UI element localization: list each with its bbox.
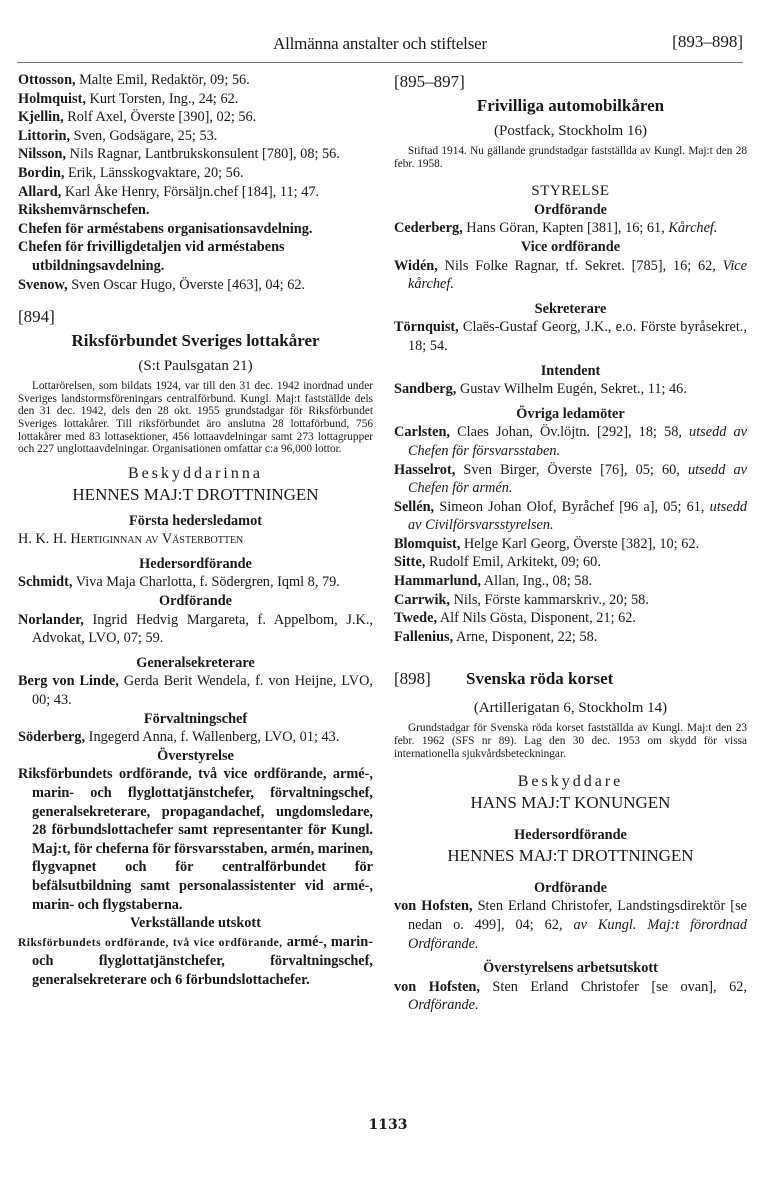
role-heading: Vice ordförande <box>520 238 621 255</box>
left-column <box>18 71 373 990</box>
patron-label: Beskyddare <box>517 773 624 791</box>
section-range: [893–898] <box>672 32 743 51</box>
role-heading: Hedersordförande <box>139 555 252 572</box>
organization-name: Frivilliga automobilkåren <box>476 96 665 115</box>
right-column <box>394 71 747 1015</box>
person-entry: Twede, Alf Nils Gösta, Disponent, 21; 62. <box>394 610 636 627</box>
organization-address: (Artillerigatan 6, Stockholm 14) <box>473 700 668 717</box>
person-entry: Schmidt, Viva Maja Charlotta, f. Södergren, Iqml 8, 79. <box>18 574 340 591</box>
person-entry: Nilsson, Nils Ragnar, Lantbrukskonsulent [780], 08; 56. <box>18 146 340 163</box>
role-heading: Ordförande <box>533 879 608 896</box>
person-entry: Littorin, Sven, Godsägare, 25; 53. <box>18 127 218 144</box>
board-composition: Riksförbundets ordförande, två vice ordförande, armé-, marin- och flyglottatjänstchefer, förvaltningschef, generalsekreterare, propagandachef, ungdomsledare, 28 förbundslottachefer samt representanter för Kungl. Maj:t, för cheferna för försvarsstaben, armén, marinen, flygvapnet och för centralförbundet för befälsutbildning samt personalassistenter vid armé-, marin- och flygstaberna. <box>18 766 373 913</box>
organization-address: (Postfack, Stockholm 16) <box>494 123 647 139</box>
person-entry: Bordin, Erik, Länsskogvaktare, 20; 56. <box>18 164 244 181</box>
patron-label: Beskyddarinna <box>128 464 263 482</box>
executive-committee: Riksförbundets ordförande, två vice ordförande, armé-, marin- och flyglottatjänstchefer, förvaltningschef, generalsekreterare och 6 förbundslottachefer. <box>18 933 373 988</box>
role-heading: Intendent <box>540 362 601 379</box>
role-heading: Verkställande utskott <box>130 915 261 932</box>
section-number: [895–897] <box>394 72 465 91</box>
patron-name: HANS MAJ:T KONUNGEN <box>470 793 671 813</box>
patron-name: HENNES MAJ:T DROTTNINGEN <box>72 484 319 504</box>
person-entry: Berg von Linde, Gerda Berit Wendela, f. von Heijne, LVO, 00; 43. <box>18 673 373 709</box>
honorary-chair-name: HENNES MAJ:T DROTTNINGEN <box>447 845 694 865</box>
running-header <box>17 28 743 56</box>
organization-note: Stiftad 1914. Nu gällande grundstadgar fastställda av Kungl. Maj:t den 28 febr. 1958. <box>394 145 747 170</box>
role-heading: Ordförande <box>533 201 608 218</box>
role-entry: Chefen för frivilligdetaljen vid arméstabens utbildningsavdelning. <box>18 239 285 274</box>
person-entry: Widén, Nils Folke Ragnar, tf. Sekret. [785], 16; 62, Vice kårchef. <box>394 257 747 293</box>
person-entry: von Hofsten, Sten Erland Christofer [se ovan], 62, Ordförande. <box>394 978 747 1014</box>
organization-note: Lottarörelsen, som bildats 1924, var till den 31 dec. 1942 inordnad under Sveriges landstormsföreningars centralförbund. Kungl. Maj:t fastställde dels den 31 dec. 1942, dels den 28 okt. 1955 grundstadgar för Riksförbundet Sveriges lottakårer. Till riksförbundet äro anslutna 28 lottaförbund, 756 lottakårer med 83 lottasektioner, 456 lottaavdelningar samt 273 lottagrupper och 227 unglottaavdelningar. Organisationen omfattar c:a 96,000 lottor. <box>18 380 373 456</box>
section-number: [894] <box>18 307 55 327</box>
page-number: 1133 <box>368 1117 408 1133</box>
person-entry: von Hofsten, Sten Erland Christofer, Landstingsdirektör [se nedan o. 499], 04; 62, av Kungl. Maj:t förordnad Ordförande. <box>394 898 747 952</box>
person-entry: Cederberg, Hans Göran, Kapten [381], 16; 61, Kårchef. <box>394 220 718 237</box>
person-entry: Sitte, Rudolf Emil, Arkitekt, 09; 60. <box>394 554 601 571</box>
person-entry: Hasselrot, Sven Birger, Överste [76], 05; 60, utsedd av Chefen för armén. <box>394 461 747 497</box>
first-honorary-member: H. K. H. Hertiginnan av Västerbotten <box>18 531 244 548</box>
role-heading: Generalsekreterare <box>136 654 255 671</box>
person-entry: Carrwik, Nils, Förste kammarskriv., 20; 58. <box>394 591 649 608</box>
role-heading: Övriga ledamöter <box>516 405 625 422</box>
person-entry: Holmquist, Kurt Torsten, Ing., 24; 62. <box>18 90 239 107</box>
role-entry: Rikshemvärnschefen. <box>18 202 150 219</box>
role-heading: Överstyrelse <box>157 747 234 764</box>
organization-name: Svenska röda korset <box>466 669 614 689</box>
role-entry: Chefen för arméstabens organisationsavdelning. <box>18 220 313 237</box>
role-heading: Hedersordförande <box>514 827 627 844</box>
person-entry: Sandberg, Gustav Wilhelm Eugén, Sekret., 11; 46. <box>394 381 687 398</box>
person-entry: Söderberg, Ingegerd Anna, f. Wallenberg, LVO, 01; 43. <box>18 729 340 746</box>
person-entry: Sellén, Simeon Johan Olof, Byråchef [96 a], 05; 61, utsedd av Civilförsvarsstyrelsen. <box>394 498 747 534</box>
header-divider <box>17 62 743 63</box>
person-entry: Blomquist, Helge Karl Georg, Överste [382], 10; 62. <box>394 535 700 552</box>
running-title: Allmänna anstalter och stiftelser <box>273 34 487 53</box>
person-entry: Fallenius, Arne, Disponent, 22; 58. <box>394 628 598 645</box>
organization-address: (S:t Paulsgatan 21) <box>138 358 253 375</box>
section-heading-row <box>394 668 747 690</box>
role-heading: Första hedersledamot <box>128 512 262 529</box>
organization-note: Grundstadgar för Svenska röda korset fastställda av Kungl. Maj:t den 23 febr. 1962 (SFS nr 89). Lag den 30 dec. 1953 om skydd för vissa internationella sjukvårdsbeteckningar. <box>394 722 747 760</box>
person-entry: Hammarlund, Allan, Ing., 08; 58. <box>394 573 593 590</box>
board-heading: STYRELSE <box>531 183 610 200</box>
role-heading: Förvaltningschef <box>143 710 248 727</box>
role-heading: Överstyrelsens arbetsutskott <box>483 960 658 977</box>
role-heading: Ordförande <box>158 593 233 610</box>
person-entry: Allard, Karl Åke Henry, Försäljn.chef [184], 11; 47. <box>18 183 320 200</box>
person-entry: Törnquist, Claës-Gustaf Georg, J.K., e.o. Förste byråsekret., 18; 54. <box>394 319 747 354</box>
person-entry: Kjellin, Rolf Axel, Överste [390], 02; 56. <box>18 109 257 126</box>
person-entry: Norlander, Ingrid Hedvig Margareta, f. Appelbom, J.K., Advokat, LVO, 07; 59. <box>18 611 373 647</box>
person-entry: Carlsten, Claes Johan, Öv.löjtn. [292], 18; 58, utsedd av Chefen för försvarsstaben. <box>394 424 747 459</box>
role-heading: Sekreterare <box>534 300 607 317</box>
section-number: [898] <box>394 669 431 689</box>
person-entry: Ottosson, Malte Emil, Redaktör, 09; 56. <box>18 72 250 88</box>
person-entry: Svenow, Sven Oscar Hugo, Överste [463], 04; 62. <box>18 276 306 293</box>
organization-name: Riksförbundet Sveriges lottakårer <box>71 331 320 351</box>
